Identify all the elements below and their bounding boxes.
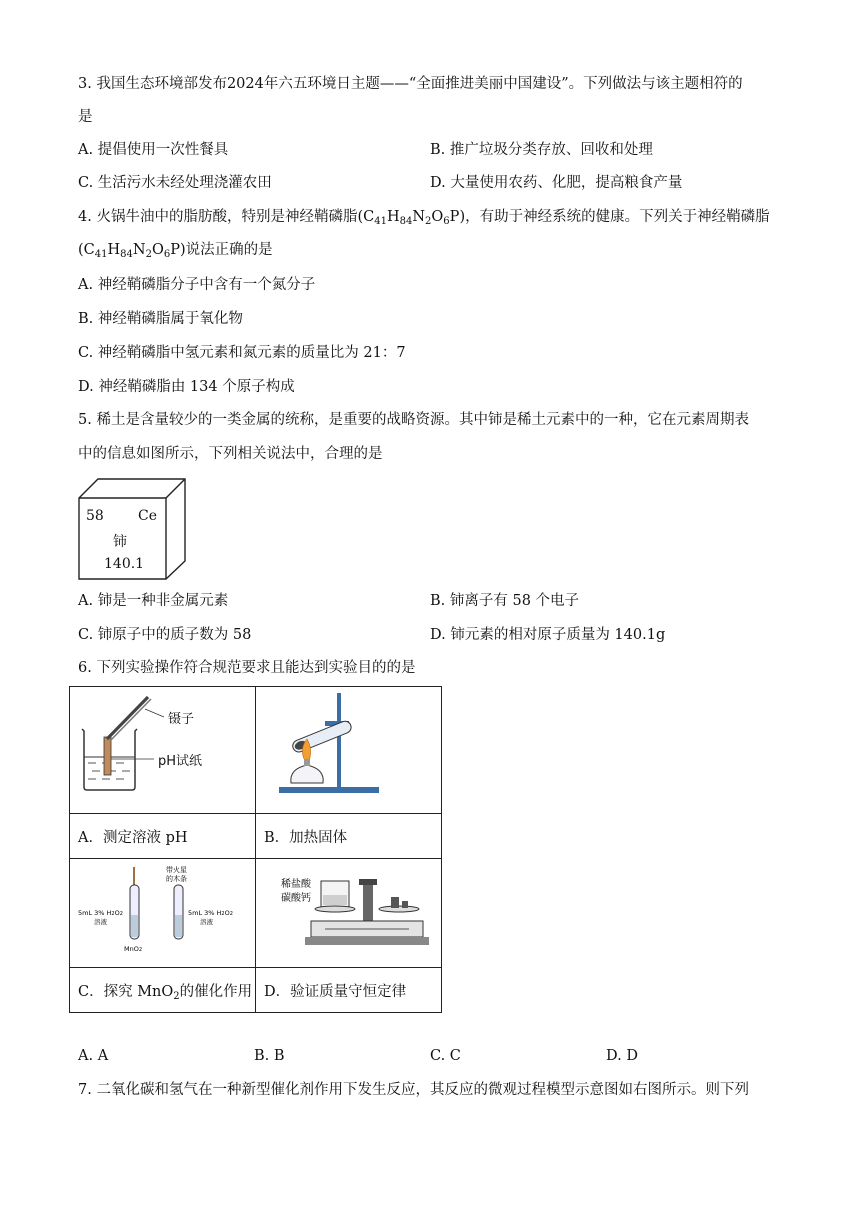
q4-formula: $C_{41}H_{84}N_2O_6P$ <box>363 209 460 227</box>
element-atomic-mass: 140.1 <box>104 556 145 572</box>
element-cell-cerium <box>78 478 186 580</box>
q5-option-a: A. 铈是一种非金属元素 <box>78 593 229 609</box>
heating-solid-icon <box>269 687 429 809</box>
experiment-b-caption: B．加热固体 <box>256 814 442 859</box>
experiment-d-caption: D．验证质量守恒定律 <box>256 968 442 1013</box>
q4-stem-post: )，有助于神经系统的健康。下列关于神经鞘磷脂 <box>459 209 770 225</box>
label-dilute-hcl: 稀盐酸 <box>280 879 311 890</box>
q4-option-b: B. 神经鞘磷脂属于氧化物 <box>78 311 243 327</box>
label-right-solution-1: 5mL 3% H2O2 <box>188 909 233 917</box>
q6-answer-d: D. D <box>606 1048 638 1064</box>
q6-stem: 6. 下列实验操作符合规范要求且能达到实验目的的是 <box>78 660 416 676</box>
experiment-a-figure <box>70 687 256 814</box>
experiment-c-figure <box>70 859 256 968</box>
label-tweezers: 镊子 <box>168 712 195 727</box>
q5-stem-line1: 5. 稀土是含量较少的一类金属的统称，是重要的战略资源。其中铈是稀土元素中的一种，它在元素周期表 <box>78 412 749 428</box>
q6-answer-a: A. A <box>78 1048 109 1064</box>
experiment-b-figure <box>256 687 442 814</box>
q5-stem-line2: 中的信息如图所示，下列相关说法中，合理的是 <box>78 446 383 462</box>
element-symbol: Ce <box>138 508 157 524</box>
q3-option-d: D. 大量使用农药、化肥，提高粮食产量 <box>430 175 683 191</box>
label-glowing-stick-2: 的木条 <box>166 875 187 883</box>
label-left-solution-2: 溶液 <box>94 918 107 926</box>
experiment-a-caption: A．测定溶液 pH <box>70 814 256 859</box>
label-ph-paper: pH试纸 <box>158 754 203 769</box>
label-glowing-stick-1: 带火星 <box>166 866 187 874</box>
q6-answer-c: C. C <box>430 1048 461 1064</box>
q3-stem-line1: 3. 我国生态环境部发布2024年六五环境日主题——“全面推进美丽中国建设”。下列做法与该主题相符的 <box>78 76 743 92</box>
label-right-solution-2: 溶液 <box>200 918 213 926</box>
q5-option-c: C. 铈原子中的质子数为 58 <box>78 627 252 643</box>
q4-option-d: D. 神经鞘磷脂由 134 个原子构成 <box>78 379 295 395</box>
label-mno2: MnO2 <box>124 945 143 953</box>
q4-stem-pre: 4. 火锅牛油中的脂肪酸，特别是神经鞘磷脂( <box>78 209 364 225</box>
q4-stem-line1 <box>78 207 770 227</box>
label-left-solution-1: 5mL 3% H2O2 <box>78 909 123 917</box>
label-caco3: 碳酸钙 <box>280 893 311 904</box>
element-name: 铈 <box>113 534 127 550</box>
experiment-c-caption: C．探究 MnO$_2$的催化作用 <box>70 968 256 1013</box>
element-atomic-number: 58 <box>86 508 104 524</box>
q4-formula-2: $C_{41}H_{84}N_2O_6P$ <box>83 242 180 260</box>
q7-stem-line1: 7. 二氧化碳和氢气在一种新型催化剂作用下发生反应，其反应的微观过程模型示意图如右图所示。则下列 <box>78 1082 749 1098</box>
q3-option-a: A. 提倡使用一次性餐具 <box>78 142 229 158</box>
q4-option-c: C. 神经鞘磷脂中氢元素和氮元素的质量比为 21：7 <box>78 345 406 361</box>
catalyst-test-icon <box>70 859 255 963</box>
q4-stem-line2: $(C_{41}H_{84}N_2O_6P)$说法正确的是 <box>78 242 273 260</box>
q6-answer-b: B. B <box>254 1048 285 1064</box>
q5-option-d: D. 铈元素的相对原子质量为 140.1g <box>430 627 666 643</box>
q5-option-b: B. 铈离子有 58 个电子 <box>430 593 580 609</box>
q3-option-c: C. 生活污水未经处理浇灌农田 <box>78 175 272 191</box>
q3-option-b: B. 推广垃圾分类存放、回收和处理 <box>430 142 653 158</box>
experiment-table <box>69 686 442 1013</box>
experiment-d-figure <box>256 859 442 968</box>
balance-icon <box>269 859 429 963</box>
q4-option-a: A. 神经鞘磷脂分子中含有一个氮分子 <box>78 277 316 293</box>
ph-test-icon <box>70 687 255 809</box>
q3-stem-line2: 是 <box>78 109 93 125</box>
